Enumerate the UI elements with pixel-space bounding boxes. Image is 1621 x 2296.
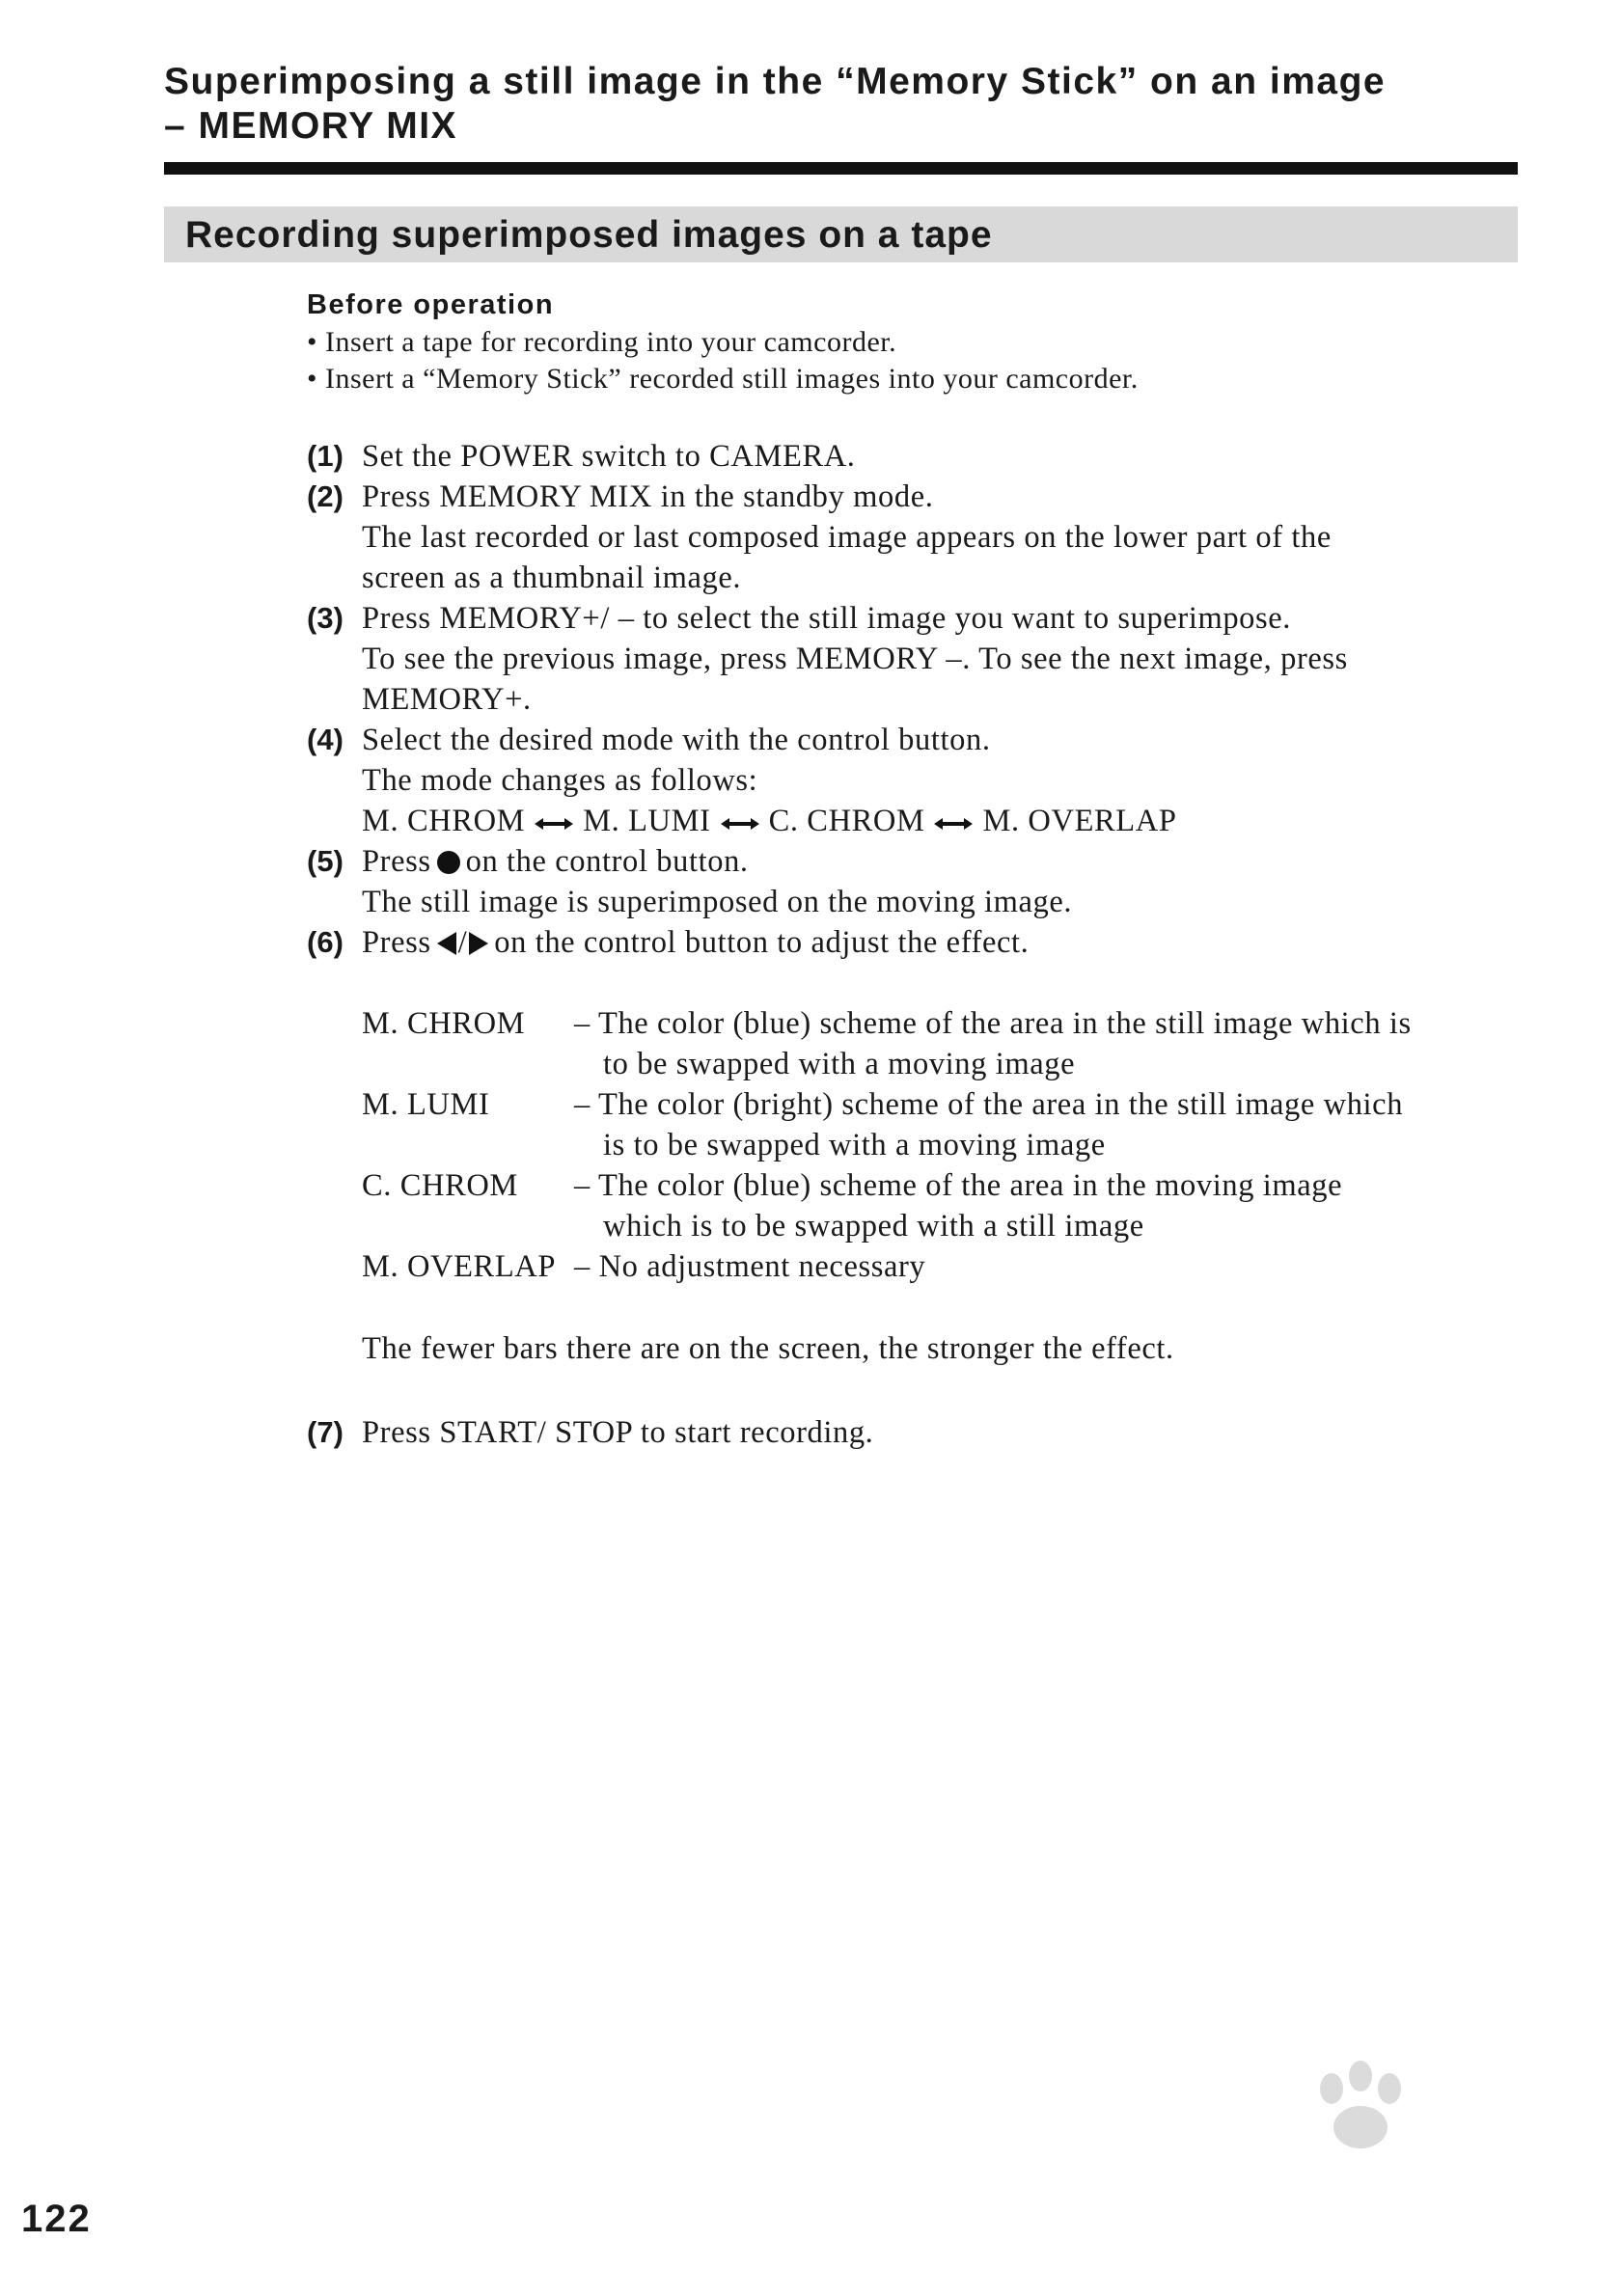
mode-desc: to be swapped with a moving image: [603, 1047, 1076, 1081]
step-text: [362, 841, 749, 882]
step-text-part: on the control button to adjust the effect.: [494, 925, 1030, 960]
mode-cycle-item: M. CHROM: [362, 804, 526, 838]
mode-cycle-item: M. LUMI: [583, 804, 711, 838]
baidu-watermark-logo: [1153, 2055, 1558, 2248]
step-text-part: on the control button.: [465, 844, 749, 879]
step-text: Press START/ STOP to start recording.: [362, 1415, 874, 1450]
step-text-part: /: [457, 925, 468, 960]
step-text-part: Press: [362, 844, 431, 879]
step-text: [362, 922, 1029, 963]
step-text-part: Press: [362, 925, 431, 960]
mode-cycle-item: C. CHROM: [768, 804, 925, 838]
title-rule: [164, 162, 1518, 175]
mode-cycle: [362, 801, 1177, 841]
mode-desc: – The color (blue) scheme of the area in the moving image: [574, 1168, 1343, 1203]
step-text: The last recorded or last composed image appears on the lower part of the: [362, 520, 1332, 555]
step-number: (6): [307, 925, 343, 959]
double-arrow-icon: [721, 816, 759, 832]
step-number: (5): [307, 844, 343, 878]
step-text: The mode changes as follows:: [362, 763, 758, 798]
step-number: (2): [307, 479, 343, 513]
step-number: (7): [307, 1415, 343, 1449]
step-text: To see the previous image, press MEMORY –. To see the next image, press: [362, 642, 1348, 676]
step-number: (4): [307, 723, 343, 756]
paw-icon: [1298, 2055, 1423, 2161]
section-heading: Recording superimposed images on a tape: [185, 214, 993, 256]
mode-name: M. CHROM: [362, 1006, 526, 1041]
mode-name: M. LUMI: [362, 1087, 490, 1122]
page-title-line2: – MEMORY MIX: [164, 105, 458, 147]
mode-name: C. CHROM: [362, 1168, 518, 1203]
step-text: The still image is superimposed on the moving image.: [362, 885, 1073, 919]
double-arrow-icon: [535, 816, 573, 832]
mode-desc: – The color (blue) scheme of the area in the still image which is: [574, 1006, 1412, 1041]
prerequisite-item: • Insert a tape for recording into your camcorder.: [307, 326, 897, 358]
step-text: screen as a thumbnail image.: [362, 560, 742, 595]
double-arrow-icon: [934, 816, 973, 832]
mode-desc: which is to be swapped with a still image: [603, 1209, 1144, 1244]
right-triangle-icon: [469, 932, 488, 955]
step-text: Set the POWER switch to CAMERA.: [362, 439, 856, 474]
mode-desc: – The color (bright) scheme of the area in the still image which: [574, 1087, 1404, 1122]
step-number: (1): [307, 439, 343, 473]
mode-desc: is to be swapped with a moving image: [603, 1128, 1106, 1162]
step-text: MEMORY+.: [362, 682, 532, 717]
step-text: Press MEMORY+/ – to select the still image you want to superimpose.: [362, 601, 1292, 636]
section-bar: [164, 206, 1518, 262]
mode-cycle-item: M. OVERLAP: [982, 804, 1177, 838]
filled-circle-icon: [437, 851, 460, 874]
page-number: 122: [21, 2198, 92, 2240]
mode-desc: – No adjustment necessary: [574, 1249, 926, 1284]
step-number: (3): [307, 601, 343, 635]
effect-note: The fewer bars there are on the screen, the stronger the effect.: [362, 1331, 1174, 1366]
step-text: Press MEMORY MIX in the standby mode.: [362, 479, 934, 514]
mode-name: M. OVERLAP: [362, 1249, 557, 1284]
prerequisite-item: • Insert a “Memory Stick” recorded still images into your camcorder.: [307, 363, 1139, 395]
step-text: Select the desired mode with the control button.: [362, 723, 991, 757]
page-title: [164, 60, 1515, 149]
left-triangle-icon: [437, 932, 456, 955]
page-title-line1: Superimposing a still image in the “Memory Stick” on an image: [164, 61, 1387, 102]
before-operation-heading: Before operation: [307, 289, 555, 320]
